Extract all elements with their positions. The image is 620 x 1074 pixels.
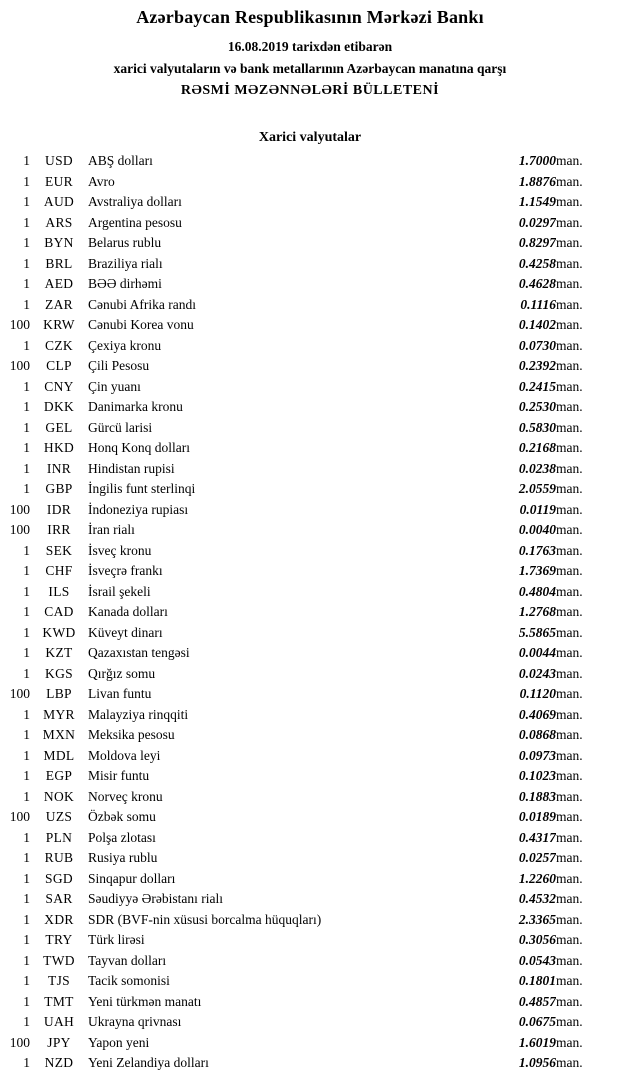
quantity: 1	[23, 255, 30, 271]
rate-value: 0.4804	[518, 583, 556, 599]
currency-row	[0, 848, 620, 869]
currency-code: EUR	[45, 173, 73, 189]
currency-code: AED	[44, 276, 74, 292]
currency-name: ABŞ dolları	[88, 153, 153, 169]
currency-row	[0, 725, 620, 746]
quantity: 1	[23, 952, 30, 968]
currency-name: Rusiya rublu	[88, 850, 158, 866]
rate-value: 0.3056	[518, 932, 556, 948]
quantity: 1	[23, 665, 30, 681]
currency-code: CAD	[44, 604, 74, 620]
unit-label: man.	[556, 296, 583, 312]
currency-row	[0, 623, 620, 644]
quantity: 100	[9, 686, 30, 702]
rate-value: 0.0297	[518, 214, 556, 230]
unit-label: man.	[556, 829, 583, 845]
currency-code: CLP	[46, 358, 72, 374]
currency-code: TJS	[48, 973, 70, 989]
rate-value: 0.1023	[518, 768, 556, 784]
currency-code: MXN	[42, 727, 76, 743]
unit-label: man.	[556, 419, 583, 435]
unit-label: man.	[556, 358, 583, 374]
unit-label: man.	[556, 522, 583, 538]
currency-code: JPY	[47, 1034, 71, 1050]
currency-name: Özbək somu	[88, 809, 156, 825]
unit-label: man.	[556, 624, 583, 640]
unit-label: man.	[556, 850, 583, 866]
currency-name: Polşa zlotası	[88, 829, 156, 845]
unit-label: man.	[556, 809, 583, 825]
rate-value: 0.1120	[519, 686, 556, 702]
unit-label: man.	[556, 563, 583, 579]
currency-code: KGS	[45, 665, 73, 681]
unit-label: man.	[556, 1014, 583, 1030]
quantity: 1	[23, 727, 30, 743]
currency-code: XDR	[44, 911, 74, 927]
rate-value: 0.4532	[518, 891, 556, 907]
unit-label: man.	[556, 665, 583, 681]
currency-row	[0, 828, 620, 849]
currency-code: ZAR	[45, 296, 73, 312]
quantity: 1	[23, 419, 30, 435]
currency-row	[0, 664, 620, 685]
quantity: 1	[23, 850, 30, 866]
unit-label: man.	[556, 911, 583, 927]
currency-name: İsrail şekeli	[88, 583, 151, 599]
currency-name: İsveç kronu	[88, 542, 152, 558]
currency-row	[0, 213, 620, 234]
quantity: 1	[23, 1055, 30, 1071]
quantity: 1	[23, 214, 30, 230]
unit-label: man.	[556, 337, 583, 353]
currency-code: ILS	[48, 583, 70, 599]
rate-value: 1.1549	[518, 194, 556, 210]
unit-label: man.	[556, 604, 583, 620]
currency-row	[0, 233, 620, 254]
rate-value: 0.4258	[518, 255, 556, 271]
currency-name: Qırğız somu	[88, 665, 156, 681]
currency-code: DKK	[43, 399, 75, 415]
currency-row	[0, 705, 620, 726]
currency-name: Avstraliya dolları	[88, 194, 182, 210]
quantity: 1	[23, 440, 30, 456]
bank-title: Azərbaycan Respublikasının Mərkəzi Bankı	[136, 7, 484, 27]
rate-value: 0.1116	[520, 296, 556, 312]
currency-code: UAH	[43, 1014, 75, 1030]
currency-code: NZD	[44, 1055, 74, 1071]
currency-row	[0, 397, 620, 418]
rate-value: 0.5830	[518, 419, 556, 435]
unit-label: man.	[556, 501, 583, 517]
currency-name: Meksika pesosu	[88, 727, 175, 743]
currency-name: Cənubi Afrika randı	[88, 296, 196, 312]
rate-value: 0.1883	[518, 788, 556, 804]
quantity: 1	[23, 768, 30, 784]
currency-code: TWD	[43, 952, 75, 968]
rate-value: 0.1801	[518, 973, 556, 989]
currency-row	[0, 1053, 620, 1074]
currency-row	[0, 561, 620, 582]
currency-name: Livan funtu	[88, 686, 152, 702]
rate-value: 0.0189	[518, 809, 556, 825]
unit-label: man.	[556, 194, 583, 210]
quantity: 1	[23, 153, 30, 169]
currency-name: Norveç kronu	[88, 788, 163, 804]
unit-label: man.	[556, 235, 583, 251]
unit-label: man.	[556, 993, 583, 1009]
currency-name: Tacik somonisi	[88, 973, 170, 989]
unit-label: man.	[556, 891, 583, 907]
currency-row	[0, 582, 620, 603]
currency-name: Cənubi Korea vonu	[88, 317, 194, 333]
currency-name: SDR (BVF-nin xüsusi borcalma hüquqları)	[88, 911, 322, 927]
quantity: 100	[9, 358, 30, 374]
unit-label: man.	[556, 788, 583, 804]
quantity: 1	[23, 399, 30, 415]
currency-name: Malayziya rinqqiti	[88, 706, 189, 722]
unit-label: man.	[556, 727, 583, 743]
currency-row	[0, 869, 620, 890]
unit-label: man.	[556, 255, 583, 271]
quantity: 1	[23, 1014, 30, 1030]
currency-row	[0, 766, 620, 787]
currency-row	[0, 356, 620, 377]
currency-row	[0, 418, 620, 439]
unit-label: man.	[556, 768, 583, 784]
quantity: 100	[9, 809, 30, 825]
currency-row	[0, 930, 620, 951]
currency-code: CZK	[45, 337, 73, 353]
currency-name: Küveyt dinarı	[88, 624, 163, 640]
currency-name: Qazaxıstan tengəsi	[88, 645, 190, 661]
currency-name: Yapon yeni	[88, 1034, 150, 1050]
currency-row	[0, 295, 620, 316]
currency-name: Honq Konq dolları	[88, 440, 190, 456]
quantity: 1	[23, 911, 30, 927]
unit-label: man.	[556, 686, 583, 702]
quantity: 1	[23, 235, 30, 251]
rate-value: 0.0044	[518, 645, 556, 661]
currency-row	[0, 192, 620, 213]
currency-row	[0, 643, 620, 664]
quantity: 100	[9, 1034, 30, 1050]
currency-name: Çili Pesosu	[88, 358, 150, 374]
currency-name: İngilis funt sterlinqi	[88, 481, 196, 497]
currency-code: CHF	[45, 563, 73, 579]
currency-code: CNY	[44, 378, 74, 394]
currency-row	[0, 910, 620, 931]
rate-value: 0.1763	[518, 542, 556, 558]
currency-code: GEL	[45, 419, 73, 435]
currency-row	[0, 151, 620, 172]
rate-value: 1.8876	[518, 173, 556, 189]
rate-value: 1.2768	[518, 604, 556, 620]
quantity: 1	[23, 378, 30, 394]
currency-row	[0, 541, 620, 562]
quantity: 1	[23, 645, 30, 661]
rate-value: 1.6019	[518, 1034, 556, 1050]
currency-rates-table	[0, 151, 620, 1074]
unit-label: man.	[556, 952, 583, 968]
rate-value: 1.7000	[518, 153, 556, 169]
rate-value: 1.0956	[518, 1055, 556, 1071]
currency-row	[0, 438, 620, 459]
subtitle-line: xarici valyutaların və bank metallarının Azərbaycan manatına qarşı	[113, 61, 507, 76]
quantity: 1	[23, 173, 30, 189]
quantity: 1	[23, 276, 30, 292]
currency-code: NOK	[43, 788, 75, 804]
unit-label: man.	[556, 645, 583, 661]
currency-code: RUB	[44, 850, 74, 866]
currency-name: Danimarka kronu	[88, 399, 183, 415]
rate-value: 0.4628	[518, 276, 556, 292]
currency-row	[0, 520, 620, 541]
rate-value: 2.0559	[518, 481, 556, 497]
unit-label: man.	[556, 583, 583, 599]
currency-row	[0, 500, 620, 521]
currency-row	[0, 684, 620, 705]
unit-label: man.	[556, 173, 583, 189]
effective-date-line: 16.08.2019 tarixdən etibarən	[227, 39, 393, 54]
rate-value: 0.0543	[518, 952, 556, 968]
unit-label: man.	[556, 973, 583, 989]
unit-label: man.	[556, 153, 583, 169]
currency-code: KZT	[45, 645, 73, 661]
currency-row	[0, 746, 620, 767]
currency-name: Misir funtu	[88, 768, 150, 784]
unit-label: man.	[556, 276, 583, 292]
currency-code: SGD	[45, 870, 73, 886]
unit-label: man.	[556, 378, 583, 394]
unit-label: man.	[556, 214, 583, 230]
currency-code: ARS	[45, 214, 73, 230]
currency-name: Yeni Zelandiya dolları	[88, 1055, 209, 1071]
rate-value: 0.0868	[518, 727, 556, 743]
currency-code: TRY	[45, 932, 73, 948]
currency-name: Səudiyyə Ərəbistanı rialı	[88, 891, 223, 907]
unit-label: man.	[556, 481, 583, 497]
currency-code: IDR	[46, 501, 72, 517]
currency-name: Avro	[88, 173, 115, 189]
currency-row	[0, 315, 620, 336]
unit-label: man.	[556, 399, 583, 415]
currency-code: BYN	[44, 235, 74, 251]
quantity: 1	[23, 932, 30, 948]
currency-row	[0, 274, 620, 295]
rate-value: 0.2392	[518, 358, 556, 374]
quantity: 1	[23, 747, 30, 763]
currency-row	[0, 172, 620, 193]
quantity: 1	[23, 296, 30, 312]
currency-row	[0, 1012, 620, 1033]
currency-name: Belarus rublu	[88, 235, 162, 251]
currency-row	[0, 459, 620, 480]
section-title-foreign-currencies: Xarici valyutalar	[258, 130, 362, 145]
rate-value: 0.4857	[518, 993, 556, 1009]
quantity: 1	[23, 624, 30, 640]
rate-value: 0.0257	[518, 850, 556, 866]
currency-code: BRL	[45, 255, 73, 271]
rate-value: 0.0243	[518, 665, 556, 681]
currency-name: Ukrayna qrivnası	[88, 1014, 182, 1030]
currency-rates-table-body	[0, 151, 620, 1074]
rate-value: 1.7369	[518, 563, 556, 579]
quantity: 1	[23, 542, 30, 558]
currency-row	[0, 254, 620, 275]
currency-code: HKD	[43, 440, 75, 456]
unit-label: man.	[556, 542, 583, 558]
quantity: 1	[23, 870, 30, 886]
rate-value: 0.0040	[518, 522, 556, 538]
unit-label: man.	[556, 747, 583, 763]
currency-name: Tayvan dolları	[88, 952, 167, 968]
rate-value: 0.0238	[518, 460, 556, 476]
currency-code: SAR	[45, 891, 73, 907]
rate-value: 0.0675	[518, 1014, 556, 1030]
currency-row	[0, 807, 620, 828]
currency-code: KWD	[42, 624, 76, 640]
quantity: 1	[23, 604, 30, 620]
quantity: 100	[9, 501, 30, 517]
currency-code: AUD	[43, 194, 75, 210]
rate-value: 0.2168	[518, 440, 556, 456]
quantity: 1	[23, 993, 30, 1009]
rate-value: 0.1402	[518, 317, 556, 333]
unit-label: man.	[556, 1055, 583, 1071]
rate-value: 1.2260	[518, 870, 556, 886]
currency-row	[0, 1033, 620, 1054]
currency-name: İsveçrə frankı	[88, 563, 163, 579]
currency-code: UZS	[45, 809, 73, 825]
currency-code: SEK	[45, 542, 73, 558]
rate-value: 0.4069	[518, 706, 556, 722]
quantity: 1	[23, 829, 30, 845]
currency-code: MYR	[43, 706, 75, 722]
currency-name: Argentina pesosu	[88, 214, 182, 230]
quantity: 100	[9, 522, 30, 538]
currency-code: KRW	[43, 317, 75, 333]
currency-row	[0, 602, 620, 623]
bulletin-title: RƏSMİ MƏZƏNNƏLƏRİ BÜLLETENİ	[180, 83, 440, 98]
unit-label: man.	[556, 706, 583, 722]
quantity: 1	[23, 706, 30, 722]
currency-name: BƏƏ dirhəmi	[88, 276, 162, 292]
currency-row	[0, 951, 620, 972]
unit-label: man.	[556, 460, 583, 476]
quantity: 1	[23, 891, 30, 907]
quantity: 1	[23, 337, 30, 353]
quantity: 1	[23, 194, 30, 210]
currency-name: Çin yuanı	[88, 378, 141, 394]
currency-row	[0, 971, 620, 992]
currency-name: Braziliya rialı	[88, 255, 163, 271]
currency-name: Gürcü larisi	[88, 419, 153, 435]
rate-value: 0.2415	[518, 378, 556, 394]
currency-code: IRR	[47, 522, 71, 538]
rate-value: 0.4317	[518, 829, 556, 845]
quantity: 1	[23, 481, 30, 497]
currency-row	[0, 336, 620, 357]
rate-value: 0.2530	[518, 399, 556, 415]
quantity: 1	[23, 788, 30, 804]
currency-code: PLN	[45, 829, 73, 845]
currency-code: GBP	[45, 481, 73, 497]
rate-value: 2.3365	[518, 911, 556, 927]
currency-name: Yeni türkmən manatı	[88, 993, 202, 1009]
currency-name: Kanada dolları	[88, 604, 168, 620]
currency-name: Türk lirəsi	[88, 932, 145, 948]
currency-row	[0, 787, 620, 808]
currency-name: İndoneziya rupiası	[88, 501, 189, 517]
currency-code: USD	[45, 153, 73, 169]
quantity: 1	[23, 563, 30, 579]
quantity: 100	[9, 317, 30, 333]
currency-code: INR	[46, 460, 72, 476]
currency-row	[0, 479, 620, 500]
currency-name: Hindistan rupisi	[88, 460, 175, 476]
currency-row	[0, 377, 620, 398]
currency-code: LBP	[46, 686, 72, 702]
currency-name: Sinqapur dolları	[88, 870, 176, 886]
currency-row	[0, 992, 620, 1013]
rate-value: 0.0973	[518, 747, 556, 763]
currency-name: Moldova leyi	[88, 747, 161, 763]
currency-code: TMT	[44, 993, 74, 1009]
currency-code: EGP	[45, 768, 73, 784]
unit-label: man.	[556, 317, 583, 333]
currency-name: Çexiya kronu	[88, 337, 162, 353]
rate-value: 5.5865	[518, 624, 556, 640]
quantity: 1	[23, 973, 30, 989]
quantity: 1	[23, 460, 30, 476]
currency-row	[0, 889, 620, 910]
currency-code: MDL	[43, 747, 75, 763]
unit-label: man.	[556, 440, 583, 456]
quantity: 1	[23, 583, 30, 599]
currency-name: İran rialı	[88, 522, 135, 538]
rate-value: 0.8297	[518, 235, 556, 251]
unit-label: man.	[556, 932, 583, 948]
rate-value: 0.0730	[518, 337, 556, 353]
rate-value: 0.0119	[519, 501, 556, 517]
unit-label: man.	[556, 1034, 583, 1050]
unit-label: man.	[556, 870, 583, 886]
